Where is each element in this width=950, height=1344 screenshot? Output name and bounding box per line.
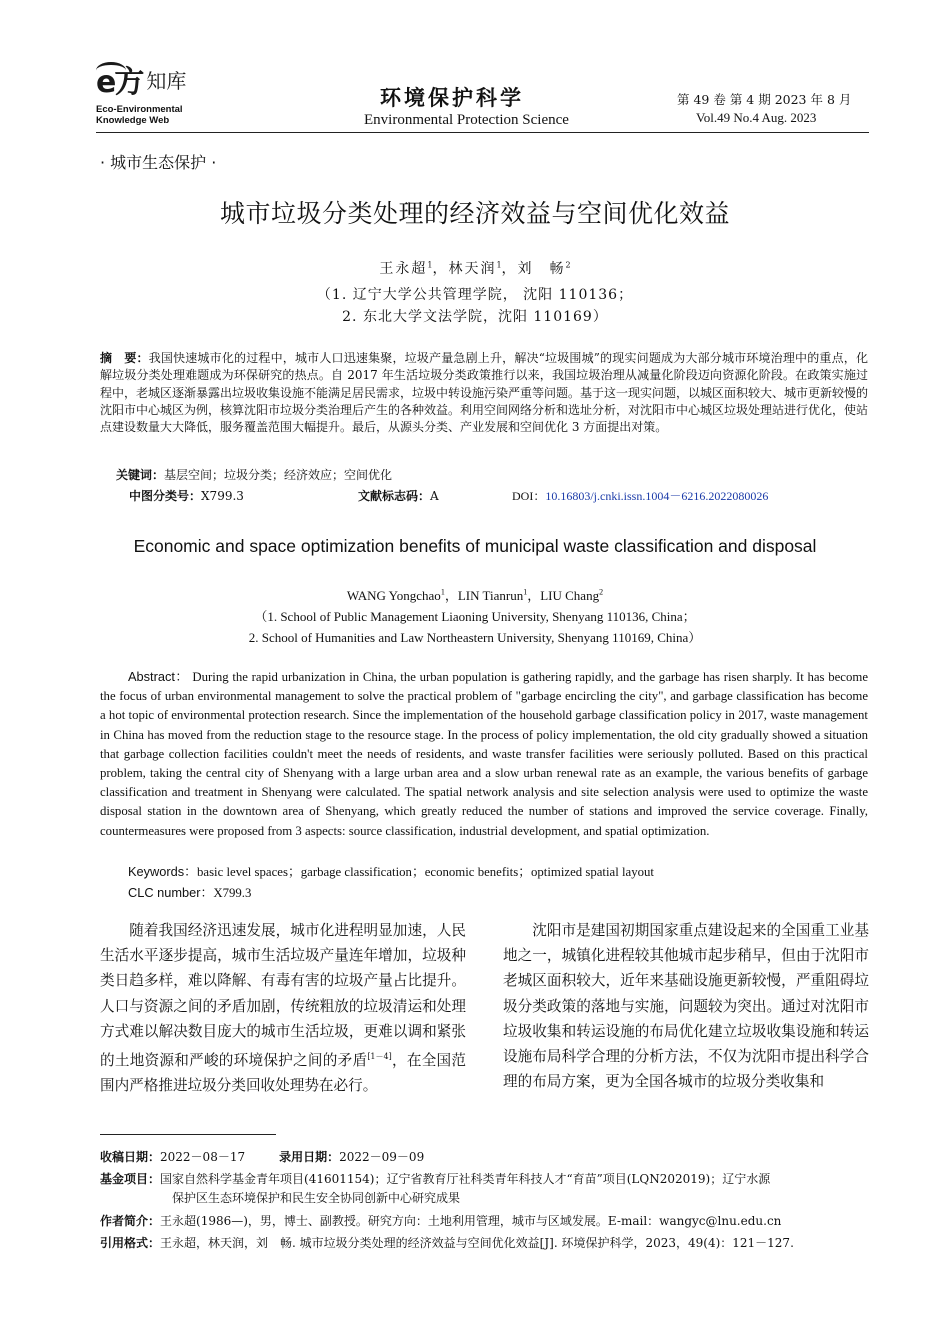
- author-separator: ，: [527, 588, 541, 603]
- abstract-en-label: Abstract：: [128, 669, 189, 684]
- author-separator: ，: [432, 261, 449, 277]
- keywords-en: [128, 861, 654, 880]
- author-bio-label: 作者简介：: [100, 1214, 161, 1228]
- journal-title-cn: 环境保护科学: [380, 86, 524, 110]
- author-name-en: LIN Tianrun: [457, 588, 524, 603]
- author-separator: ，: [501, 261, 518, 277]
- keywords-en-text: basic level spaces；garbage classification；economic benefits；optimized spatial layout: [196, 865, 654, 879]
- fund-label: 基金项目：: [100, 1172, 161, 1186]
- section-label: · 城市生态保护 ·: [100, 153, 217, 172]
- accepted-label: 录用日期：: [279, 1150, 340, 1164]
- header-divider: [96, 132, 869, 133]
- keywords-cn-text: 基层空间；垃圾分类；经济效应；空间优化: [164, 468, 393, 482]
- body-column-right: 沈阳市是建国初期国家重点建设起来的全国重工业基地之一，城镇化进程较其他城市起步稍早，但由于沈阳市老城区面积较大，近年来基础设施更新较慢，严重阻碍垃圾分类政策的落地与实施，问题较为突出。通过对沈阳市垃圾收集和转运设施的布局优化建立垃圾收集设施和转运设施布局科学合理的分析方法，不仅为沈阳市提出科学合理的布局方案，更为全国各城市的垃圾分类收集和: [503, 922, 869, 1091]
- footnote-citation: [100, 1234, 794, 1253]
- clc-cn-value: X799.3: [201, 489, 244, 503]
- fund-text-1: 国家自然科学基金青年项目(41601154)；辽宁省教育厅社科类青年科技人才“育苗”项目(LQN202019)；辽宁水源: [160, 1172, 771, 1186]
- keywords-cn: [116, 466, 392, 483]
- affiliation-cn-1: （1. 辽宁大学公共管理学院， 沈阳 110136；: [316, 287, 634, 303]
- clc-en-label: CLC number：: [128, 885, 214, 900]
- authors-en: [0, 585, 950, 604]
- author-bio-text: 王永超(1986—)，男，博士、副教授。研究方向：土地利用管理，城市与区域发展。E-mail：wangyc@lnu.edu.cn: [160, 1214, 782, 1228]
- footnote-author-bio: [100, 1212, 781, 1231]
- accepted-date: 2022－09－09: [339, 1150, 425, 1164]
- affiliation-en-1: （1. School of Public Management Liaoning University, Shenyang 110136, China；: [254, 609, 696, 624]
- logo-sub-line2: Knowledge Web: [96, 115, 170, 126]
- clc-en-value: X799.3: [213, 886, 252, 900]
- logo-sub-line1: Eco-Environmental: [96, 104, 183, 115]
- author-affiliation-mark: 1: [523, 587, 528, 597]
- logo-mark-text: e方: [96, 65, 143, 100]
- body-left-text: 随着我国经济迅速发展，城市化进程明显加速，人民生活水平逐步提高，城市生活垃圾产量连年增加，垃圾种类日趋多样，难以降解、有毒有害的垃圾产量占比提升。人口与资源之间的矛盾加剧，传统粗放的垃圾清运和处理方式难以解决数目庞大的城市生活垃圾，更难以调和紧张的土地资源和严峻的环境保护之间的矛盾: [100, 922, 466, 1069]
- doc-code-label: 文献标志码：: [358, 489, 431, 503]
- doi: [512, 487, 768, 504]
- citation-label: 引用格式：: [100, 1236, 161, 1250]
- author-separator: ，: [444, 588, 458, 603]
- author-name: 王永超: [379, 261, 428, 277]
- clc-number-cn: [129, 487, 244, 504]
- author-affiliation-mark: 1: [427, 260, 433, 270]
- doi-link[interactable]: 10.16803/j.cnki.issn.1004－6216.2022080026: [545, 489, 769, 503]
- abstract-cn-text: 我国快速城市化的过程中，城市人口迅速集聚，垃圾产量急剧上升，解决“垃圾围城”的现实问题成为大部分城市环境治理中的重点，化解垃圾分类处理难题成为环保研究的热点。自 2017 年生活垃圾分类政策推行以来，我国垃圾治理从减量化阶段迈向资源化阶段。在政策实施过程中，老城区逐渐暴露出垃圾收集设施不能满足居民需求，垃圾中转设施污染严重等问题。基于这一现实问题，以城区面积较大、城市更新较慢的沈阳市中心城区为例，核算沈阳市垃圾分类治理后产生的各种效益。利用空间网络分析和选址分析，对沈阳市中心城区垃圾处理站进行优化，使站点建设数量大大降低，服务覆盖范围大幅提升。最后，从源头分类、产业发展和空间优化 3 方面提出对策。: [100, 351, 869, 435]
- authors-cn: [0, 258, 950, 278]
- issue-info-en: Vol.49 No.4 Aug. 2023: [696, 110, 817, 125]
- citation-ref[interactable]: [1－4]: [367, 1052, 392, 1062]
- doc-code-value: A: [430, 489, 439, 503]
- abstract-cn-label: 摘 要：: [100, 351, 149, 365]
- clc-number-en: [128, 882, 251, 901]
- abstract-en: [100, 667, 868, 841]
- footnote-dates: [100, 1148, 424, 1167]
- author-affiliation-mark: 1: [440, 587, 445, 597]
- logo-arc-icon: [96, 62, 126, 79]
- publisher-logo: [96, 65, 216, 132]
- affiliation-en-2: 2. School of Humanities and Law Northeastern University, Shenyang 110169, China）: [248, 630, 702, 645]
- body-left-text-end: ，在全国范围内严格推进垃圾分类回收处理势在必行。: [100, 1051, 466, 1095]
- logo-cn-text: 知库: [146, 69, 187, 93]
- article-title-cn: 城市垃圾分类处理的经济效益与空间优化效益: [219, 199, 730, 228]
- issue-info-cn: 第 49 卷 第 4 期 2023 年 8 月: [677, 92, 852, 107]
- body-column-left: [100, 918, 466, 1098]
- affiliation-cn-2: 2. 东北大学文法学院，沈阳 110169）: [342, 309, 608, 325]
- keywords-en-label: Keywords：: [128, 864, 197, 879]
- document-code: [358, 487, 439, 504]
- keywords-cn-label: 关键词：: [116, 468, 165, 482]
- received-label: 收稿日期：: [100, 1150, 161, 1164]
- abstract-cn: [100, 350, 868, 436]
- article-title-en: Economic and space optimization benefits of municipal waste classification and disposal: [133, 536, 817, 556]
- logo-subtitle: [96, 104, 216, 126]
- author-name-en: WANG Yongchao: [346, 588, 441, 603]
- citation-text: 王永超，林天润，刘 畅. 城市垃圾分类处理的经济效益与空间优化效益[J]. 环境保护科学，2023，49(4)：121－127.: [160, 1236, 794, 1250]
- doi-label: DOI：: [512, 489, 546, 503]
- journal-title-en: Environmental Protection Science: [364, 112, 569, 128]
- author-affiliation-mark: 1: [496, 260, 502, 270]
- abstract-en-text: During the rapid urbanization in China, the urban population is gathering rapidly, and the garbage has risen sharply. It has become the focus of urban environmental management to solve the practical problem of "garbage encircling the city", and garbage classification has become a hot topic of environmental protection research. Since the implementation of the household garbage classification policy in 2017, waste management in China has moved from the reduction stage to the resource stage. In the process of policy implementation, the old city gradually showed a situation that garbage collection facilities couldn't meet the needs of residents, and waste transfer facilities were seriously polluted. Based on this practical problem, taking the central city of Shenyang with a large urban area and a slow urban renewal rate as an example, the various benefits of garbage classification and treatment in Shenyang were calculated. The spatial network analysis and site selection analysis were used to optimize the waste disposal station in the downtown area of Shenyang, which greatly reduced the number of stations and improved the service coverage. Finally, countermeasures were proposed from 3 aspects: source classification, industrial development, and spatial optimization.: [100, 670, 869, 838]
- author-affiliation-mark: 2: [565, 260, 571, 270]
- footnote-divider: [100, 1134, 276, 1135]
- received-date: 2022－08－17: [160, 1150, 246, 1164]
- fund-text-2: 保护区生态环境保护和民生安全协同创新中心研究成果: [172, 1190, 461, 1205]
- author-name-en: LIU Chang: [540, 588, 600, 603]
- author-name: 刘 畅: [517, 261, 566, 277]
- clc-cn-label: 中图分类号：: [129, 489, 202, 503]
- author-affiliation-mark: 2: [599, 587, 604, 597]
- footnote-funding: [100, 1170, 870, 1207]
- author-name: 林天润: [448, 261, 497, 277]
